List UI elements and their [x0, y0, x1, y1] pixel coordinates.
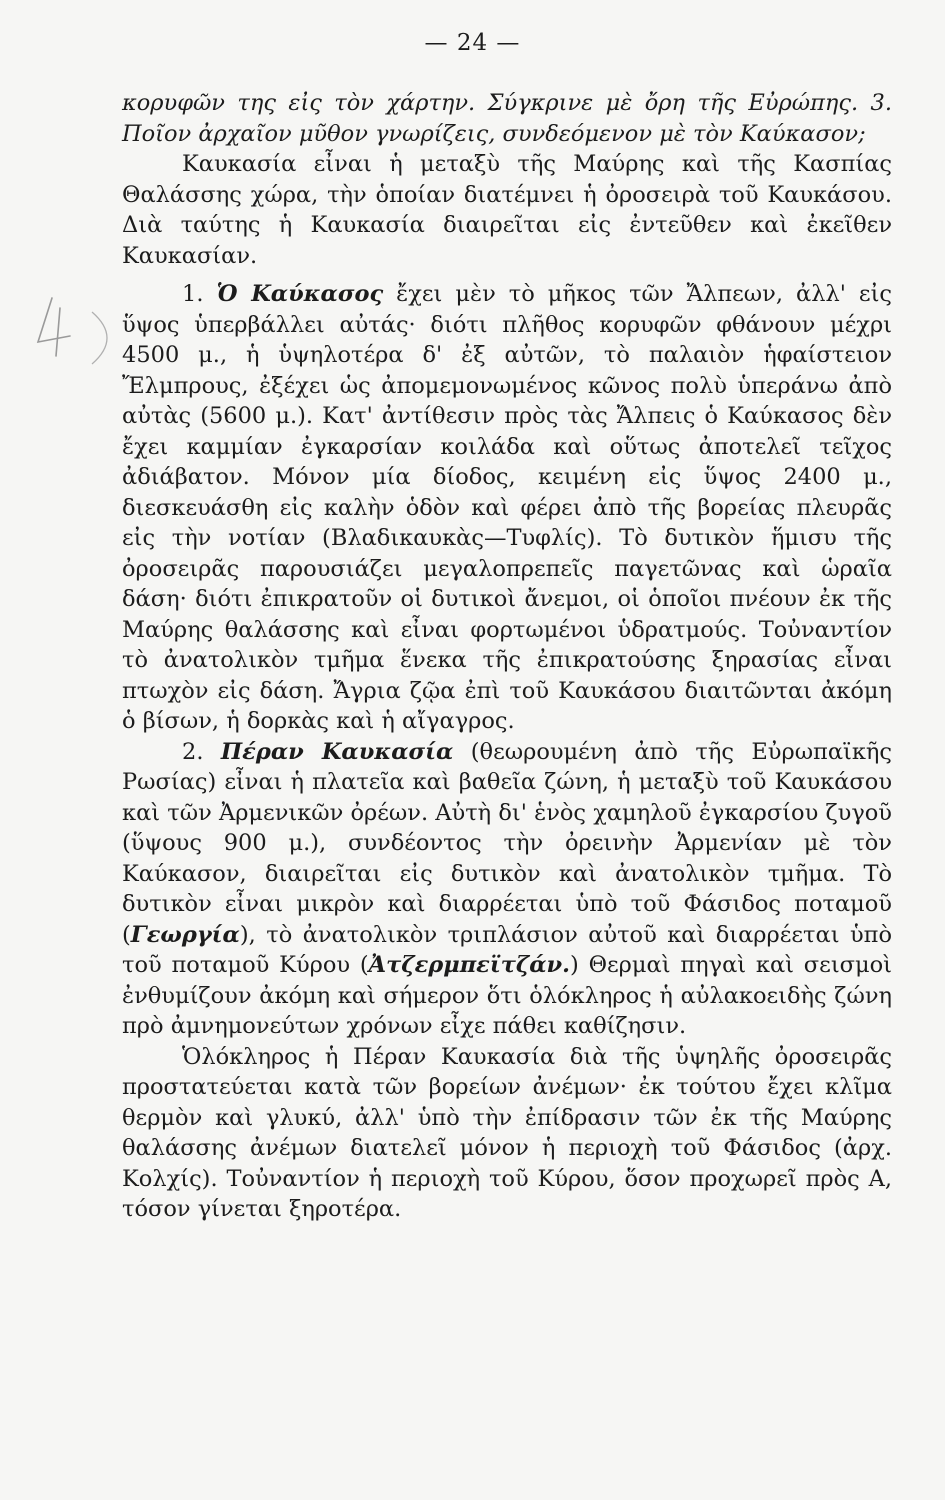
section-number: 2. — [182, 738, 221, 765]
section-text: ), τὸ ἀνατολικὸν τριπλάσιον αὐτοῦ καὶ διαρρέεται ὑπὸ τοῦ ποταμοῦ Κύρου ( — [122, 921, 892, 978]
section-heading: Πέραν Καυκασία — [220, 738, 454, 765]
section-text: ἔχει μὲν τὸ μῆκος τῶν Ἄλπεων, ἀλλ' εἰς ὕψος ὑπερβάλλει αὐτάς· διότι πλῆθος κορυφῶν φθάνουν μέχρι 4500 μ., ἡ ὑψηλοτέρα δ' ἐξ αὐτῶν, τὸ παλαιὸν ἡφαίστειον Ἔλμπρους, ἐξέχει ὡς ἀπομεμονωμένος κῶνος πολὺ ὑπεράνω ἀπὸ αὐτὰς (5600 μ.). Κατ' ἀντίθεσιν πρὸς τὰς Ἄλπεις ὁ Καύκασος δὲν ἔχει καμμίαν ἐγκαρσίαν κοιλάδα καὶ οὕτως ἀποτελεῖ τεῖχος ἀδιάβατον. Μόνον μία δίοδος, κειμένη εἰς ὕψος 2400 μ., διεσκευάσθη εἰς καλὴν ὁδὸν καὶ φέρει ἀπὸ τῆς βορείας πλευρᾶς εἰς τὴν νοτίαν (Βλαδικαυκὰς—Τυφλίς). Τὸ δυτικὸν ἥμισυ τῆς ὀροσειρᾶς παρουσιάζει μεγαλοπρεπεῖς παγετῶνας καὶ ὡραῖα δάση· διότι ἐπικρατοῦν οἱ δυτικοὶ ἄνεμοι, οἱ ὁποῖοι πνέουν ἐκ τῆς Μαύρης θαλάσσης καὶ εἶναι φορτωμένοι ὑδρατμούς. Τοὐναντίον τὸ ἀνατολικὸν τμῆμα ἕνεκα τῆς ἐπικρατούσης ξηρασίας εἶναι πτωχὸν εἰς δάση. Ἄγρια ζῷα ἐπὶ τοῦ Καυκάσου διαιτῶνται ἀκόμη ὁ βίσων, ἡ δορκὰς καὶ ἡ αἴγαγρος. — [122, 281, 892, 734]
georgia-term: Γεωργία — [130, 921, 240, 948]
section-text: (θεωρουμένη ἀπὸ τῆς Εὐρωπαϊκῆς Ρωσίας) εἶναι ἡ πλατεῖα καὶ βαθεῖα ζώνη, ἡ μεταξὺ τοῦ Καυκάσου καὶ τῶν Ἀρμενικῶν ὀρέων. Αὐτὴ δι' ἑνὸς χαμηλοῦ ἐγκαρσίου ζυγοῦ (ὕψους 900 μ.), συνδέοντος τὴν ὀρεινὴν Ἀρμενίαν μὲ τὸν Καύκασον, διαιρεῖται εἰς δυτικὸν καὶ ἀνατολικὸν τμῆμα. Τὸ δυτικὸν εἶναι μικρὸν καὶ διαρρέεται ὑπὸ τοῦ Φάσιδος ποταμοῦ ( — [122, 738, 892, 948]
climate-paragraph: Ὁλόκληρος ἡ Πέραν Καυκασία διὰ τῆς ὑψηλῆς ὀροσειρᾶς προστατεύεται κατὰ τῶν βορείων ἀνέμων· ἐκ τούτου ἔχει κλῖμα θερμὸν καὶ γλυκύ, ἀλλ' ὑπὸ τὴν ἐπίδρασιν τῶν ἐκ τῆς Μαύρης θαλάσσης ἀνέμων διατελεῖ μόνον ἡ περιοχὴ τοῦ Φάσιδος (ἀρχ. Κολχίς). Τοὐναντίον ἡ περιοχὴ τοῦ Κύρου, ὅσον προχωρεῖ πρὸς Α, τόσον γίνεται ξηροτέρα. — [122, 1043, 892, 1222]
transcaucasia-section — [122, 737, 892, 1042]
section-heading: Ὁ Καύκασος — [216, 281, 384, 307]
section-text: ) Θερμαὶ πηγαὶ καὶ σεισμοὶ ἐνθυμίζουν ἀκόμη καὶ σήμερον ὅτι ὁλόκληρος ἡ αὐλακοειδὴς ζώνη πρὸ ἀμνημονεύτων χρόνων εἶχε πάθει καθίζησιν. — [122, 952, 892, 1039]
section-number: 1. — [182, 281, 217, 307]
page-number: — 24 — — [424, 30, 521, 56]
questions-text: κορυφῶν της εἰς τὸν χάρτην. Σύγκρινε μὲ ὄρη τῆς Εὐρώπης. 3. Ποῖον ἀρχαῖον μῦθον γνωρίζεις, συνδεόμενον μὲ τὸν Καύκασον; — [122, 90, 892, 147]
azerbaijan-term: Ἀτζερμπεϊτζάν. — [368, 952, 570, 978]
handwritten-margin-note — [30, 290, 120, 370]
page-body — [122, 88, 892, 1225]
caucasia-paragraph: Καυκασία εἶναι ἡ μεταξὺ τῆς Μαύρης καὶ τῆς Κασπίας Θαλάσσης χώρα, τὴν ὁποίαν διατέμνει ἡ ὀροσειρὰ τοῦ Καυκάσου. Διὰ ταύτης ἡ Καυκασία διαιρεῖται εἰς ἐντεῦθεν καὶ ἐκεῖθεν Καυκασίαν. — [122, 151, 892, 269]
caucasus-section — [122, 279, 892, 737]
